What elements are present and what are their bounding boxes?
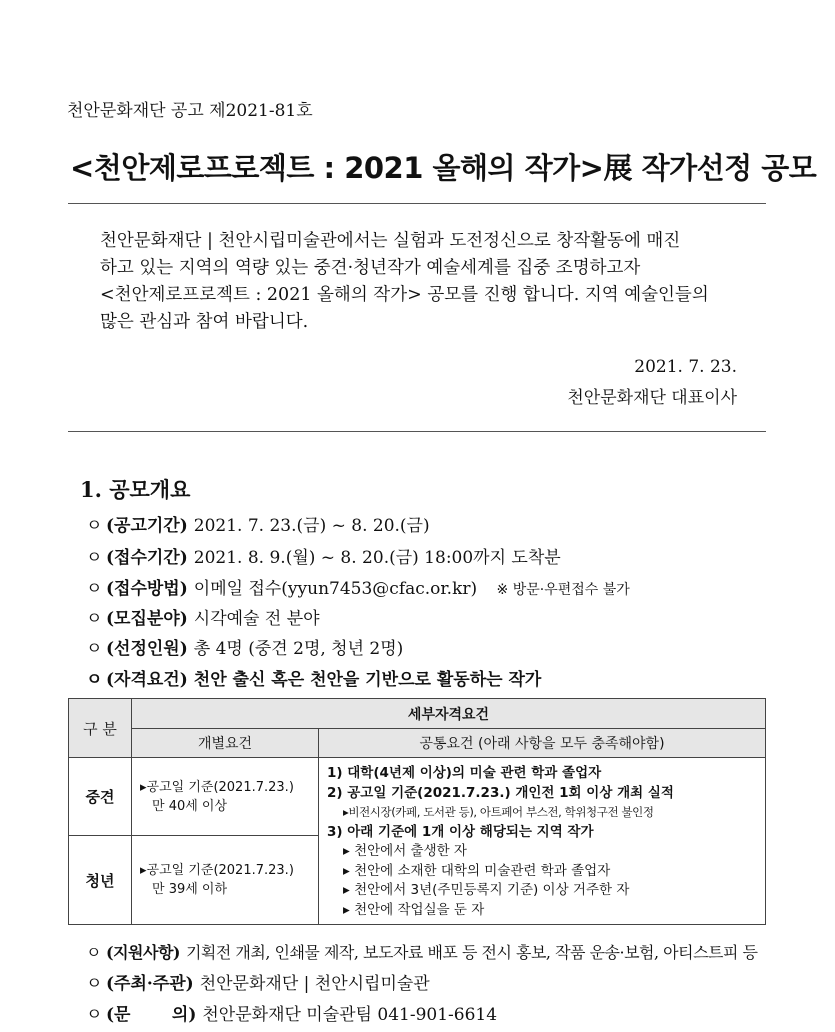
common-line: 1) 대학(4년제 이상)의 미술 관련 학과 졸업자: [327, 765, 602, 781]
category-young: 청년: [69, 836, 132, 925]
overview-item-method: [86, 574, 630, 599]
individual-line: ▸공고일 기준(2021.7.23.): [140, 779, 294, 795]
overview-item-field: [86, 604, 320, 629]
item-value: 천안문화재단 | 천안시립미술관: [199, 974, 430, 994]
intro-line: 많은 관심과 참여 바랍니다.: [100, 312, 309, 332]
individual-line: 만 40세 이상: [152, 798, 228, 814]
intro-line: 하고 있는 지역의 역량 있는 중견·청년작가 예술세계를 집중 조명하고자: [100, 258, 641, 278]
issuer: 천안문화재단 대표이사: [567, 388, 737, 408]
common-line: ▸ 천안에서 3년(주민등록지 기준) 이상 거주한 자: [343, 882, 630, 898]
bullet-icon: ㅇ: [86, 579, 103, 599]
title-divider: [68, 203, 766, 204]
individual-young: [132, 836, 319, 925]
bullet-icon: ㅇ: [86, 670, 103, 690]
item-label: (모집분야): [106, 609, 188, 629]
item-label: (문 의): [106, 1005, 197, 1025]
intro-line: 천안문화재단 | 천안시립미술관에서는 실험과 도전정신으로 창작활동에 매진: [100, 231, 681, 251]
common-requirements: [319, 758, 766, 925]
overview-item-reception: [86, 543, 561, 568]
bullet-icon: ㅇ: [86, 974, 103, 994]
intro-divider: [68, 431, 766, 432]
bullet-icon: ㅇ: [86, 943, 101, 962]
header-category: 구 분: [69, 699, 132, 758]
individual-line: ▸공고일 기준(2021.7.23.): [140, 863, 294, 879]
header-detail: 세부자격요건: [132, 699, 766, 729]
item-value: 천안 출신 혹은 천안을 기반으로 활동하는 작가: [193, 670, 542, 690]
common-line: 2) 공고일 기준(2021.7.23.) 개인전 1회 이상 개최 실적: [327, 784, 674, 801]
common-line: ▸ 천안에 작업실을 둔 자: [343, 901, 485, 918]
page-title: <천안제로프로젝트 : 2021 올해의 작가>展 작가선정 공모: [70, 151, 817, 185]
item-label: (자격요건): [106, 670, 188, 690]
bullet-icon: ㅇ: [86, 516, 103, 536]
category-mid: 중견: [69, 758, 132, 836]
bottom-item-contact: [86, 1000, 497, 1025]
notice-date: 2021. 7. 23.: [634, 357, 737, 377]
bullet-icon: ㅇ: [86, 548, 103, 568]
common-line: 3) 아래 기준에 1개 이상 해당되는 지역 작가: [327, 823, 594, 840]
item-label: (접수방법): [106, 579, 188, 599]
intro-paragraph: [100, 228, 740, 336]
overview-item-count: [86, 634, 403, 659]
section-heading: 1. 공모개요: [80, 477, 191, 502]
item-label: (주최·주관): [106, 974, 194, 994]
item-label: (공고기간): [106, 516, 188, 536]
common-line: ▸ 천안에 소재한 대학의 미술관련 학과 졸업자: [343, 862, 611, 879]
item-value: 2021. 8. 9.(월) ~ 8. 20.(금) 18:00까지 도착분: [193, 548, 561, 568]
intro-line: <천안제로프로젝트 : 2021 올해의 작가> 공모를 진행 합니다. 지역 예술인들의: [100, 285, 709, 305]
item-label: (선정인원): [106, 639, 188, 659]
bottom-item-support: [86, 940, 757, 963]
item-label: (접수기간): [106, 548, 188, 568]
overview-item-period: [86, 511, 430, 536]
bottom-item-host: [86, 969, 430, 994]
item-value: 기획전 개최, 인쇄물 제작, 보도자료 배포 등 전시 홍보, 작품 운송·보험, 아티스트피 등: [185, 943, 758, 962]
item-value: 이메일 접수(yyun7453@cfac.or.kr): [193, 579, 478, 599]
common-line: ▸비전시장(카페, 도서관 등), 아트페어 부스전, 학위청구전 불인정: [343, 805, 654, 819]
item-label: (지원사항): [106, 943, 180, 962]
item-value: 시각예술 전 분야: [193, 609, 320, 629]
requirements-table: [68, 698, 766, 925]
individual-mid: [132, 758, 319, 836]
item-value: 총 4명 (중견 2명, 청년 2명): [193, 639, 404, 659]
item-note: ※ 방문·우편접수 불가: [496, 582, 630, 598]
header-individual: 개별요건: [132, 729, 319, 758]
item-value: 2021. 7. 23.(금) ~ 8. 20.(금): [193, 516, 430, 536]
item-value: 천안문화재단 미술관팀 041-901-6614: [202, 1005, 498, 1025]
bullet-icon: ㅇ: [86, 639, 103, 659]
bullet-icon: ㅇ: [86, 609, 103, 629]
common-line: ▸ 천안에서 출생한 자: [343, 843, 467, 859]
overview-item-qualification: [86, 665, 541, 690]
individual-line: 만 39세 이하: [152, 882, 228, 898]
bullet-icon: ㅇ: [86, 1005, 103, 1025]
header-common: 공통요건 (아래 사항을 모두 충족해야함): [319, 729, 766, 758]
notice-number: 천안문화재단 공고 제2021-81호: [67, 101, 313, 121]
